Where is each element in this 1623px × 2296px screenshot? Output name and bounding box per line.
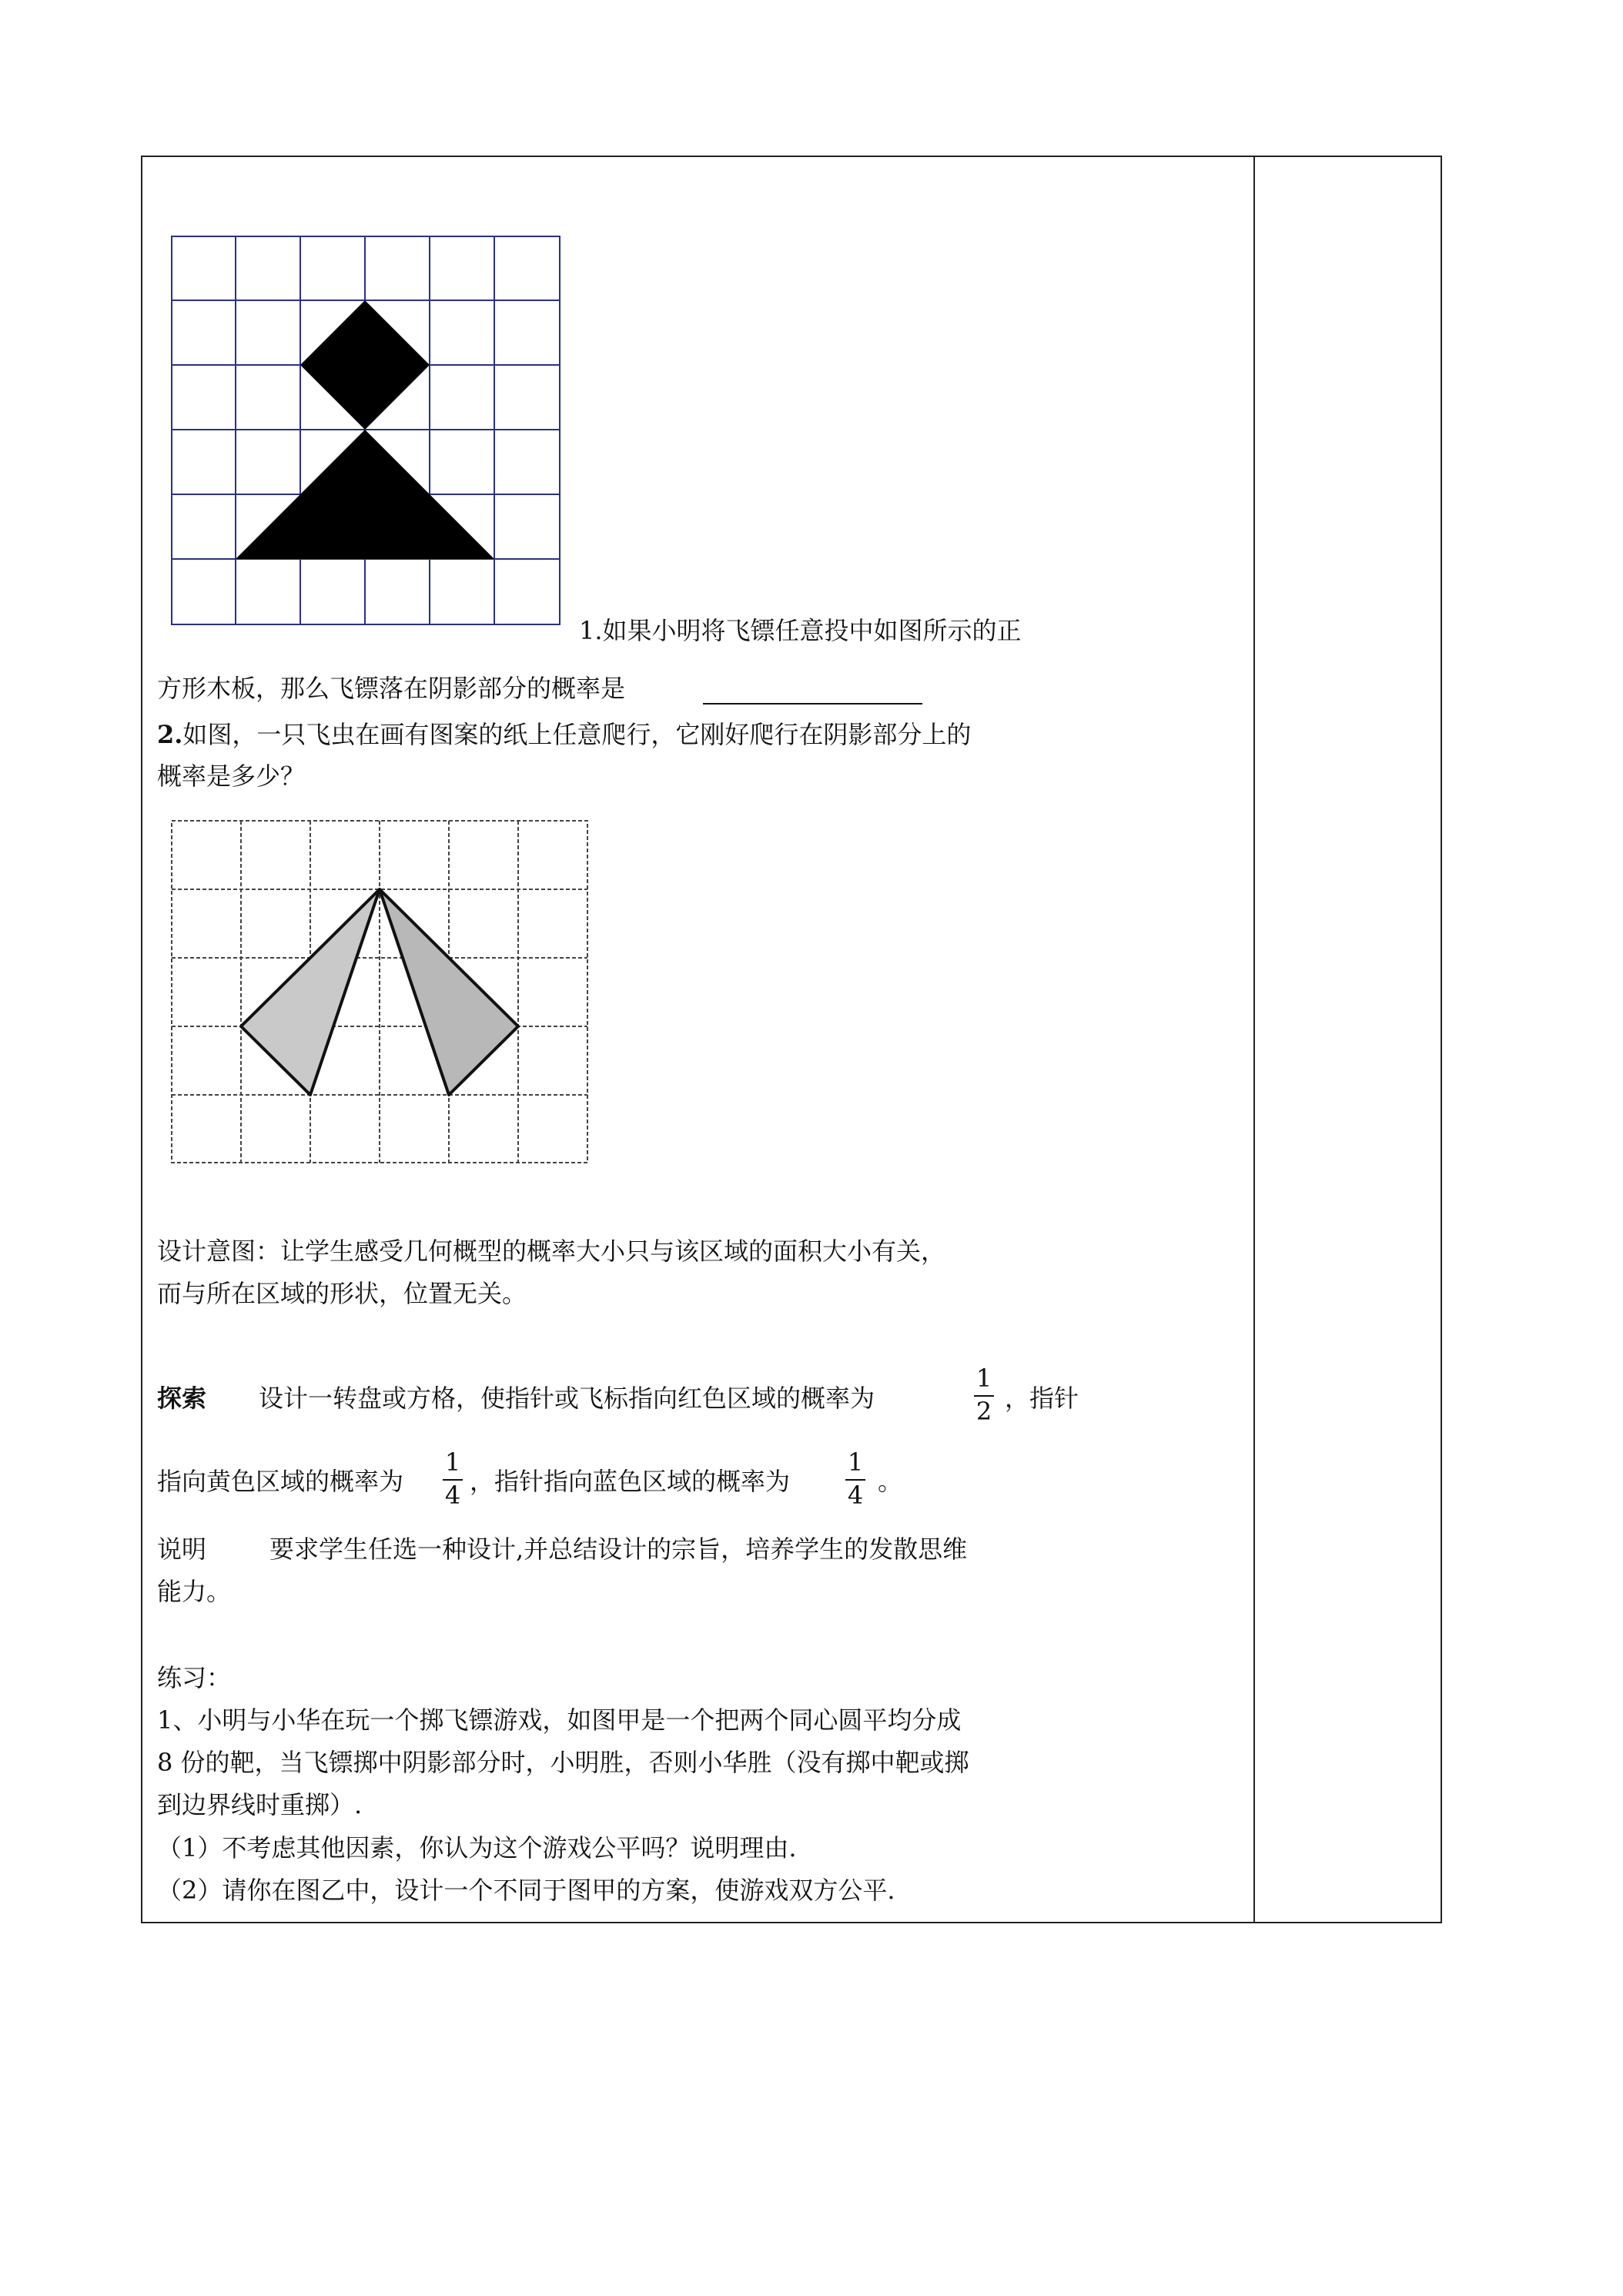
fraction-quarter-b-numerator: 1 [847, 1448, 864, 1477]
fraction-half-numerator: 1 [975, 1364, 992, 1393]
practice-title: 练习： [157, 1663, 232, 1692]
dartboard-grid-figure [171, 236, 561, 625]
practice-sub1: （1）不考虑其他因素，你认为这个游戏公平吗？说明理由. [157, 1833, 797, 1863]
explore-text-a: 设计一转盘或方格，使指针或飞标指向红色区域的概率为 [259, 1384, 875, 1413]
q1-line2: 方形木板，那么飞镖落在阴影部分的概率是 [157, 674, 626, 703]
fraction-half-denominator: 2 [975, 1397, 992, 1426]
practice-line3: 到边界线时重掷）. [157, 1790, 363, 1819]
practice-line1: 1、小明与小华在玩一个掷飞镖游戏，如图甲是一个把两个同心圆平均分成 [157, 1705, 962, 1735]
insect-grid-figure [169, 818, 589, 1165]
note-label: 说明 [157, 1535, 207, 1564]
q1-answer-blank [703, 703, 922, 705]
explore-line2-c: 。 [878, 1467, 903, 1496]
fraction-quarter-a-numerator: 1 [444, 1448, 461, 1477]
fraction-quarter-b-denominator: 4 [847, 1481, 864, 1510]
shaded-rhombus [300, 300, 430, 430]
practice-line2: 8 份的靶，当飞镖掷中阴影部分时，小明胜，否则小华胜（没有掷中靶或掷 [157, 1748, 969, 1777]
explore-line2-a: 指向黄色区域的概率为 [157, 1467, 404, 1496]
design-intent-line2: 而与所在区域的形状，位置无关。 [157, 1279, 527, 1308]
q2-number: 2. [157, 720, 183, 749]
q2-line1 [157, 718, 971, 751]
explore-label: 探索 [157, 1384, 207, 1413]
note-line1: 要求学生任选一种设计,并总结设计的宗旨，培养学生的发散思维 [269, 1535, 968, 1564]
fraction-quarter-a-denominator: 4 [444, 1481, 461, 1510]
explore-line2-b: ，指针指向蓝色区域的概率为 [470, 1467, 791, 1496]
q1-line1: 1.如果小明将飞镖任意投中如图所示的正 [579, 616, 1022, 645]
practice-sub2: （2）请你在图乙中，设计一个不同于图甲的方案，使游戏双方公平. [157, 1876, 895, 1905]
q2-line1-text: 如图，一只飞虫在画有图案的纸上任意爬行，它刚好爬行在阴影部分上的 [182, 720, 972, 749]
explore-text-b: ，指针 [1005, 1384, 1079, 1413]
q2-line2: 概率是多少？ [157, 761, 306, 791]
column-divider [1253, 157, 1255, 1922]
note-line2: 能力。 [157, 1577, 232, 1606]
design-intent-line1: 设计意图：让学生感受几何概型的概率大小只与该区域的面积大小有关， [157, 1237, 946, 1266]
